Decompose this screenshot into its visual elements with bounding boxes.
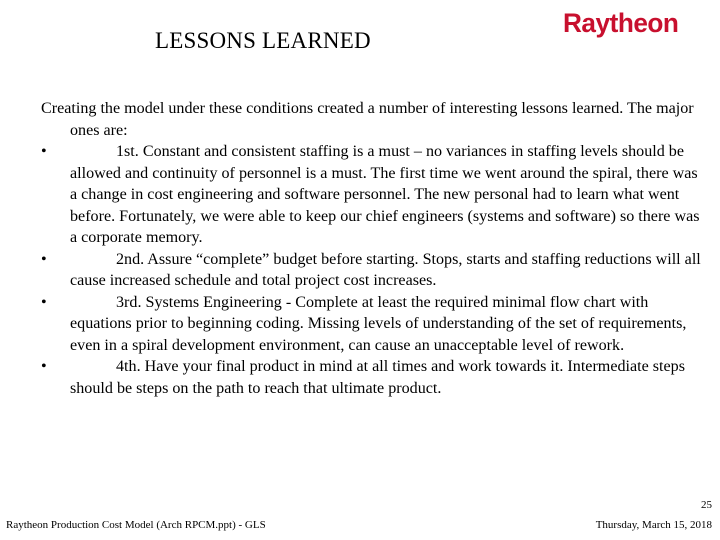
page-number: 25 xyxy=(701,499,712,511)
list-item xyxy=(41,249,701,292)
bullet-icon: • xyxy=(41,358,47,375)
intro-paragraph: Creating the model under these conditions created a number of interesting lessons learned. The major ones are: xyxy=(41,100,694,139)
list-item xyxy=(41,292,701,357)
footer-document-name: Raytheon Production Cost Model (Arch RPCM.ppt) - GLS xyxy=(6,519,266,531)
footer-date: Thursday, March 15, 2018 xyxy=(595,519,712,531)
slide-body xyxy=(41,98,701,399)
slide-title: LESSONS LEARNED xyxy=(155,28,371,53)
lesson-text: 1st. Constant and consistent staffing is a must – no variances in staffing levels should be allowed and continuity of personnel is a must. The first time we went around the spiral, there was a change in cost engineering and software personnel. The new personal had to learn what went before. Fortunately, we were able to keep our chief engineers (systems and software) so there was a corporate memory. xyxy=(70,143,700,246)
lessons-list xyxy=(41,141,701,399)
list-item xyxy=(41,356,701,399)
lesson-text: 4th. Have your final product in mind at all times and work towards it. Intermediate steps should be steps on the path to reach that ultimate product. xyxy=(70,358,685,397)
list-item xyxy=(41,141,701,249)
bullet-icon: • xyxy=(41,250,47,268)
lesson-text: 3rd. Systems Engineering - Complete at least the required minimal flow chart with equations prior to beginning coding. Missing levels of understanding of the set of requirements, even in a spiral development environment, can cause an unacceptable level of rework. xyxy=(70,293,687,354)
bullet-icon: • xyxy=(41,143,47,160)
raytheon-logo: Raytheon xyxy=(563,8,679,38)
lesson-text: 2nd. Assure “complete” budget before starting. Stops, starts and staffing reductions will all cause increased schedule and total project cost increases. xyxy=(70,250,701,289)
bullet-icon: • xyxy=(41,293,47,311)
